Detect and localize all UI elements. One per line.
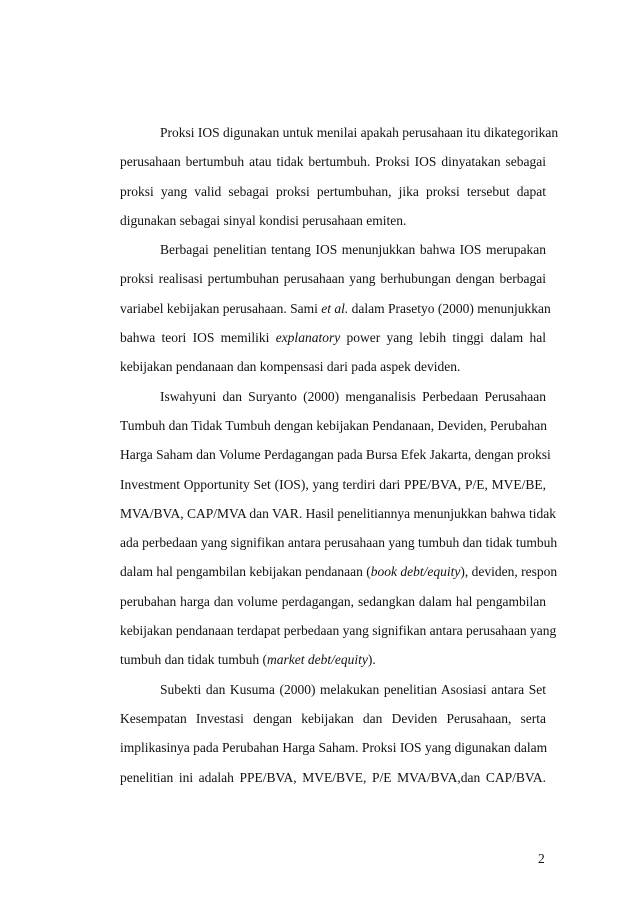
text-segment: proksi realisasi pertumbuhan perusahaan yang berhubungan dengan berbagai [120,271,546,287]
text-line [120,440,551,469]
italic-term: market debt/equity [266,652,368,668]
text-segment: kebijakan pendanaan dan kompensasi dari pada aspek deviden. [120,359,461,375]
text-line [120,206,546,235]
text-line [120,733,546,762]
text-segment: MVA/BVA, CAP/MVA dan VAR. Hasil penelitiannya menunjukkan bahwa tidak [120,505,556,521]
text-line [120,587,546,616]
text-line [120,675,546,704]
text-segment: bahwa teori IOS memiliki [120,330,276,346]
text-line [120,763,546,792]
text-segment: perubahan harga dan volume perdagangan, sedangkan dalam hal pengambilan [120,593,546,609]
text-line [120,557,558,586]
text-segment: Harga Saham dan Volume Perdagangan pada Bursa Efek Jakarta, dengan proksi [120,447,551,463]
text-segment: ada perbedaan yang signifikan antara perusahaan yang tumbuh dan tidak tumbuh [120,535,558,551]
text-segment: Investment Opportunity Set (IOS), yang terdiri dari PPE/BVA, P/E, MVE/BE, [120,476,546,492]
text-line [120,470,546,499]
text-line [120,645,546,674]
text-line [120,382,546,411]
italic-term: book debt/equity [370,564,461,580]
text-line [120,264,546,293]
text-segment: proksi yang valid sebagai proksi pertumbuhan, jika proksi tersebut dapat [120,183,546,199]
body-text [120,118,559,792]
text-segment: Subekti dan Kusuma (2000) melakukan penelitian Asosiasi antara Set [160,681,546,697]
text-segment: Proksi IOS digunakan untuk menilai apakah perusahaan itu dikategorikan [160,125,559,140]
text-line [120,147,546,176]
text-segment: ), deviden, respon [460,564,558,580]
text-segment: Iswahyuni dan Suryanto (2000) menganalisis Perbedaan Perusahaan [160,388,546,404]
text-segment: digunakan sebagai sinyal kondisi perusahaan emiten. [120,212,407,228]
text-segment: variabel kebijakan perusahaan. Sami [120,300,322,316]
text-segment: Kesempatan Investasi dengan kebijakan dan Deviden Perusahaan, serta [120,710,546,726]
text-line [120,118,559,147]
text-segment: Tumbuh dan Tidak Tumbuh dengan kebijakan Pendanaan, Deviden, Perubahan [120,417,547,433]
text-segment: implikasinya pada Perubahan Harga Saham. Proksi IOS yang digunakan dalam [120,740,548,756]
text-segment: power yang lebih tinggi dalam hal [340,330,546,346]
text-segment: penelitian ini adalah PPE/BVA, MVE/BVE, P/E MVA/BVA,dan CAP/BVA. [120,769,546,785]
text-segment: ). [367,652,376,668]
text-line [120,704,546,733]
text-line [120,323,546,352]
text-segment: tumbuh dan tidak tumbuh ( [120,652,267,668]
text-segment: kebijakan pendanaan terdapat perbedaan yang signifikan antara perusahaan yang [120,623,557,639]
text-line [120,528,558,557]
text-segment: Berbagai penelitian tentang IOS menunjukkan bahwa IOS merupakan [160,242,546,258]
text-line [120,411,546,440]
text-segment: dalam Prasetyo (2000) menunjukkan [348,300,551,316]
text-line [120,177,546,206]
text-line [120,616,557,645]
italic-term: explanatory [275,330,341,346]
page-number: 2 [538,851,545,866]
text-segment: dalam hal pengambilan kebijakan pendanaan ( [120,564,371,580]
text-line [120,235,546,264]
italic-term: et al. [321,300,349,316]
text-line [120,294,551,323]
text-line [120,352,546,381]
text-segment: perusahaan bertumbuh atau tidak bertumbuh. Proksi IOS dinyatakan sebagai [120,154,546,170]
text-line [120,499,556,528]
